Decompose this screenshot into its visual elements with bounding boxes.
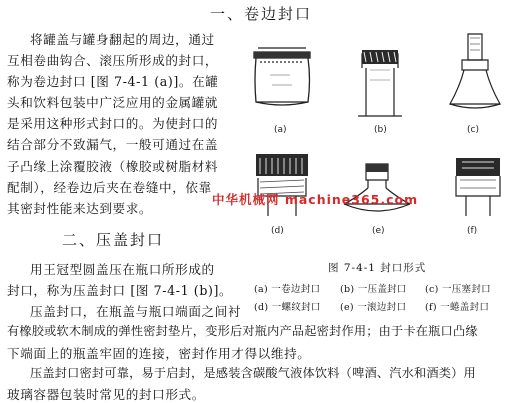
body-line: 结合部分不致漏气，一般可通过在盖 xyxy=(7,137,219,152)
legend-item: (f) 一蜷盖封口 xyxy=(425,302,490,313)
body-line: 其密封性能来达到要求。 xyxy=(7,201,153,216)
panel-label-a: (a) xyxy=(274,125,287,135)
body-line: 封口，称为压盖封口 [图 7-4-1 (b)]。 xyxy=(7,283,233,298)
body-line: 称为卷边封口 [图 7-4-1 (a)]。在罐 xyxy=(7,74,219,89)
body-line: 用王冠型圆盖压在瓶口所形成的 xyxy=(30,262,215,277)
body-line: 头和饮料包装中广泛应用的金属罐就 xyxy=(7,95,219,110)
panel-label-b: (b) xyxy=(374,125,387,135)
screw-cap-drawing xyxy=(252,150,312,222)
legend-item: (c) 一压塞封口 xyxy=(425,284,491,295)
section-title-press: 二、压盖封口 xyxy=(62,231,165,249)
body-line: 配制），经卷边后夹在卷缝中，依靠 xyxy=(7,180,212,195)
section-title-crimp: 一、卷边封口 xyxy=(210,5,313,23)
body-line: 互相卷曲钩合、滚压所形成的封口， xyxy=(7,53,219,68)
panel-label-f: (f) xyxy=(467,226,478,236)
crimp-seal-drawing xyxy=(250,40,315,120)
body-line: 子凸缘上涂覆胶液（橡胶或树脂材料 xyxy=(7,159,219,174)
body-line: 有橡胶或软木制成的弹性密封垫片，变形后对瓶内产品起密封作用；由于卡在瓶口凸缘 xyxy=(7,324,478,338)
panel-label-c: (c) xyxy=(467,125,479,135)
panel-label-e: (e) xyxy=(372,226,385,236)
plug-seal-drawing xyxy=(440,30,510,122)
body-line: 压盖封口，在瓶盖与瓶口端面之间衬 xyxy=(30,304,242,319)
site-watermark: 中华机械网 machine365.com xyxy=(212,192,419,207)
crimped-cap-drawing xyxy=(448,150,508,222)
legend-item: (e) 一滚边封口 xyxy=(340,302,407,313)
legend-item: (b) 一压盖封口 xyxy=(340,284,407,295)
body-line: 下端面上的瓶盖牢固的连接，密封作用才得以维持。 xyxy=(7,346,311,361)
body-line: 玻璃容器包装时常见的封口形式。 xyxy=(7,387,205,402)
body-line: 压盖封口密封可靠，易于启封，是感装含碳酸气液体饮料（啤酒、汽水和酒类）用 xyxy=(30,366,476,380)
figure-caption: 图 7-4-1 封口形式 xyxy=(328,262,427,274)
legend-item: (d) 一螺纹封口 xyxy=(254,302,321,313)
legend-item: (a) 一卷边封口 xyxy=(254,284,321,295)
body-line: 将罐盖与罐身翻起的周边，通过 xyxy=(30,32,215,47)
body-line: 是采用这种形式封口的。为使封口的 xyxy=(7,116,219,131)
panel-label-d: (d) xyxy=(271,226,284,236)
crown-cap-drawing xyxy=(352,40,412,122)
